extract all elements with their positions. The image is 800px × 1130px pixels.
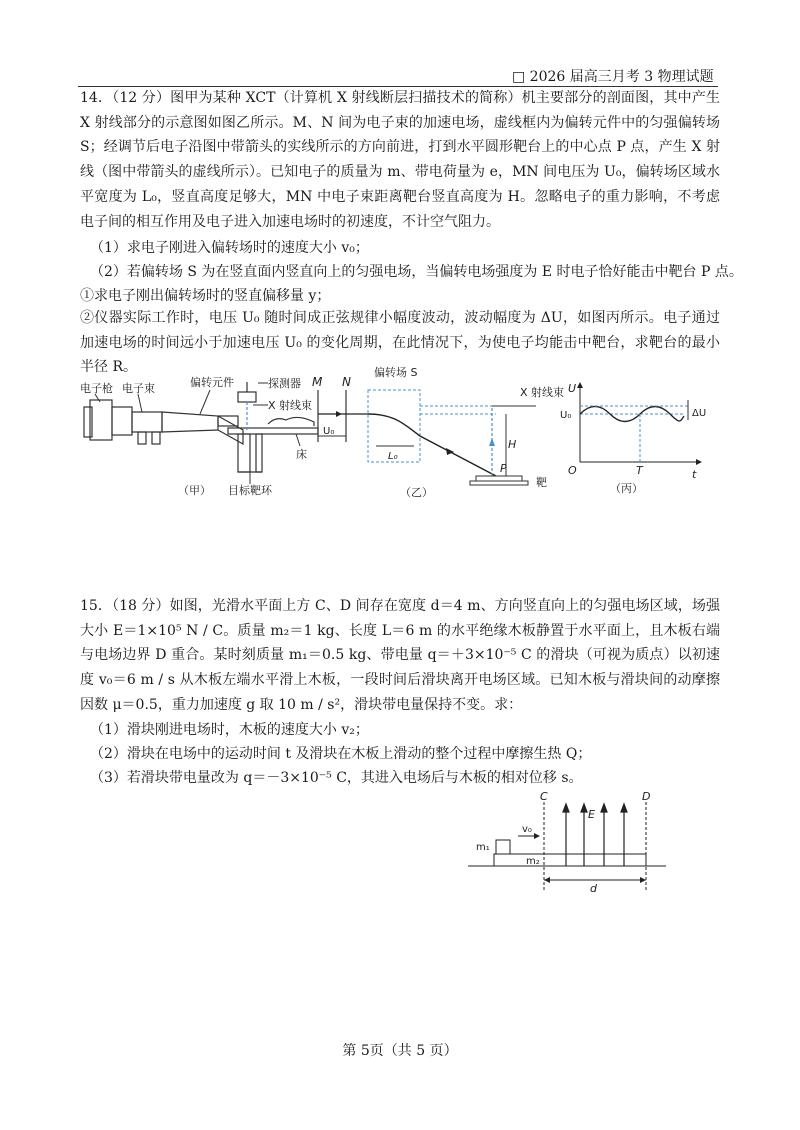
label-t-axis: t [692, 468, 697, 481]
label-v0: v₀ [522, 824, 532, 835]
label-T: T [636, 464, 643, 477]
q14-part2b: ②仪器实际工作时，电压 U₀ 随时间成正弦规律小幅度波动，波动幅度为 ΔU，如图丙所示。电子通过加速电场的时间远小于加速电压 U₀ 的变化周期，在此情况下，为使电子均能击中靶台，求靶台的最小半径 R。 [80, 310, 720, 376]
plank-m2 [494, 854, 646, 866]
label-L0: L₀ [388, 451, 398, 462]
label-bed: 床 [296, 448, 307, 461]
label-xray: X 射线束 [268, 399, 313, 412]
q14-part2a: ①求电子刚出偏转场时的竖直偏移量 y； [80, 288, 331, 304]
page-footer: 第 5页（共 5 页） [342, 1043, 458, 1059]
q15-part3: （3）若滑块带电量改为 q＝－3×10⁻⁵ C，其进入电场后与木板的相对位移 s。 [90, 770, 583, 786]
label-D: D [642, 790, 651, 803]
label-deflection-field: 偏转场 S [374, 366, 418, 379]
figure-yi [296, 362, 572, 502]
label-bing: （丙） [610, 482, 643, 495]
label-dU: ΔU [692, 408, 707, 419]
label-m1: m₁ [476, 842, 490, 853]
label-M: M [312, 375, 323, 389]
label-electron-gun: 电子枪 [80, 382, 113, 395]
label-U-axis: U [568, 382, 577, 395]
target-platform [476, 476, 522, 481]
label-U0-bing: U₀ [560, 410, 572, 421]
label-P: P [500, 462, 507, 475]
label-xray-yi: X 射线束 [520, 386, 565, 399]
q15-part1: （1）滑块刚进电场时，木板的速度大小 v₂； [90, 722, 369, 738]
electron-gun-back [84, 407, 92, 437]
q14-part1: （1）求电子刚进入偏转场时的速度大小 v₀； [90, 240, 369, 256]
label-jia: （甲） [178, 484, 211, 497]
figure-bing [560, 378, 710, 498]
label-H: H [508, 438, 517, 451]
field-lines [563, 804, 627, 866]
label-target-ring: 目标靶环 [228, 484, 272, 497]
label-target: 靶 [536, 476, 547, 489]
label-electron-beam: 电子束 [122, 382, 155, 395]
label-yi: （乙） [400, 486, 433, 499]
electron-gun-body [90, 400, 112, 440]
label-d: d [590, 882, 597, 895]
label-N: N [342, 375, 351, 389]
label-detector: 探测器 [268, 377, 301, 390]
label-E: E [588, 808, 595, 821]
exam-header: □ 2026 届高三月考 3 物理试题 [512, 69, 714, 85]
label-m2: m₂ [526, 856, 540, 867]
deflector-body [162, 412, 218, 432]
q15-part2: （2）滑块在电场中的运动时间 t 及滑块在木板上滑动的整个过程中摩擦生热 Q； [90, 746, 592, 762]
label-O: O [568, 464, 577, 477]
figure-jia [78, 372, 328, 502]
detector-box [238, 392, 256, 402]
label-C: C [540, 790, 548, 803]
figure-q15 [468, 788, 668, 898]
label-deflector: 偏转元件 [190, 376, 234, 389]
q14-part2: （2）若偏转场 S 为在竖直面内竖直向上的匀强电场，当偏转电场强度为 E 时电子恰好能击中靶台 P 点。 [90, 264, 743, 280]
target-ring [238, 434, 250, 472]
label-U0-yi: U₀ [323, 426, 335, 437]
block-m1 [496, 840, 510, 854]
q14-stem: 14．（12 分）图甲为某种 XCT（计算机 X 射线断层扫描技术的简称）机主要部分的剖面图，其中产生 X 射线部分的示意图如图乙所示。M、N 间为电子束的加速电场，虚线框内为偏转元件中的匀强偏转场 S；经调节后电子沿图中带箭头的实线所示的方向前进，打到水平圆形靶台上的中心点 P 点，产生 X 射线（图中带箭头的虚线所示）。已知电子的质量为 m、带电荷量为 e，MN 间电压为 U₀，偏转场区域水平宽度为 L₀，竖直高度足够大，MN 中电子束距离靶台竖直高度为 H。忽略电子的重力影响，不考虑电子间的相互作用及电子进入加速电场时的初速度，不计空气阻力。 [80, 90, 720, 230]
electron-trajectory [368, 414, 496, 476]
q15-stem: 15．（18 分）如图，光滑水平面上方 C、D 间存在宽度 d＝4 m、方向竖直向上的匀强电场区域，场强大小 E＝1×10⁵ N / C。质量 m₂＝1 kg、长度 L＝6 m 的水平绝缘木板静置于水平面上，且木板右端与电场边界 D 重合。某时刻质量 m₁＝0.5 kg、带电量 q＝＋3×10⁻⁵ C 的滑块（可视为质点）以初速度 v₀＝6 m / s 从木板左端水平滑上木板，一段时间后滑块离开电场区域。已知木板与滑块间的动摩擦因数 μ＝0.5，重力加速度 g 取 10 m / s²，滑块带电量保持不变。求： [80, 598, 720, 713]
